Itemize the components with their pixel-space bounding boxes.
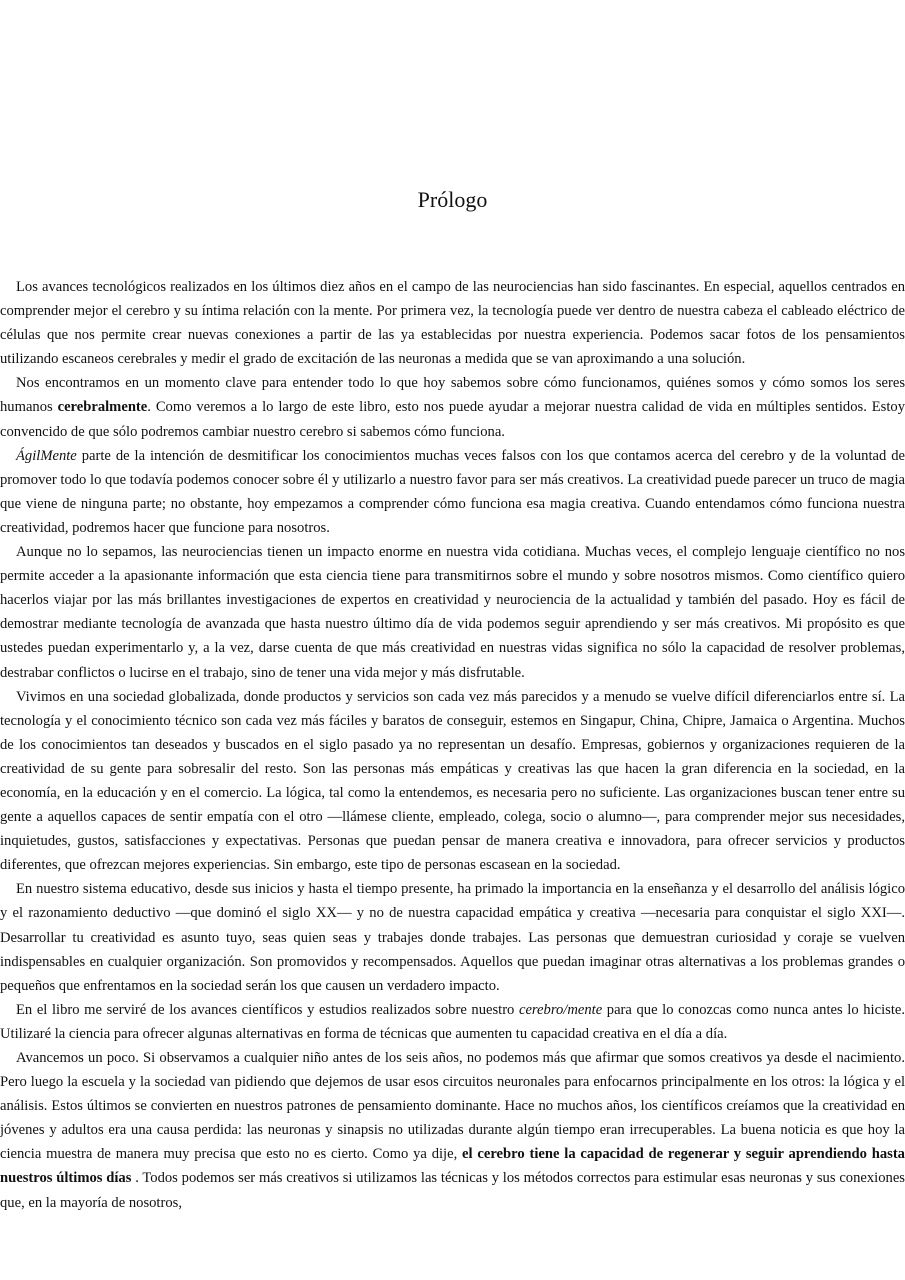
paragraph (0, 685, 905, 878)
paragraph (0, 540, 905, 685)
paragraph-text: . Todos podemos ser más creativos si utilizamos las técnicas y los métodos correctos para estimular esas neuronas y sus conexiones que, en la mayoría de nosotros, (0, 1170, 905, 1211)
italic-term: cerebro/mente (518, 1001, 603, 1018)
paragraph-text: En nuestro sistema educativo, desde sus inicios y hasta el tiempo presente, ha primado la importancia en la enseñanza y el desarrollo del análisis lógico y el razonamiento deductivo —que dominó el siglo XX— y no de nuestra capacidad empática y creativa —necesaria para conquistar el siglo XXI—. Desarrollar tu creatividad es asunto tuyo, seas quien seas y trabajes donde trabajes. Las personas que demuestran curiosidad y coraje se vuelven indispensables en cualquier organización. Son promovidos y recompensados. Aquellos que puedan imaginar otras alternativas a los problemas grandes o pequeños que enfrentamos en la sociedad serán los que causen un verdadero impacto. (0, 881, 905, 994)
paragraph-text: parte de la intención de desmitificar los conocimientos muchas veces falsos con los que contamos acerca del cerebro y de la voluntad de promover todo lo que todavía podemos conocer sobre él y utilizarlo a nuestro favor para ser más creativos. La creatividad puede parecer un truco de magia que viene de ninguna parte; no obstante, hoy empezamos a comprender cómo funciona esa magia creativa. Cuando entendamos cómo funciona nuestra creatividad, podremos hacer que funcione para nosotros. (0, 447, 905, 536)
italic-term: ÁgilMente (16, 447, 77, 464)
paragraph (0, 275, 905, 371)
paragraph-text: Nos encontramos en un momento clave para entender todo lo que hoy sabemos sobre cómo funcionamos, quiénes somos y cómo somos los seres humanos (0, 375, 905, 416)
paragraph-text: Vivimos en una sociedad globalizada, donde productos y servicios son cada vez más parecidos y a menudo se vuelve difícil diferenciarlos entre sí. La tecnología y el conocimiento técnico son cada vez más fáciles y baratos de conseguir, estemos en Singapur, China, Chipre, Jamaica o Argentina. Muchos de los conocimientos tan deseados y buscados en el siglo pasado ya no representan un desafío. Empresas, gobiernos y organizaciones requieren de la creatividad de su gente para sobresalir del resto. Son las personas más empáticas y creativas las que hacen la gran diferencia en la sociedad, en la economía, en la educación y en el comercio. La lógica, tal como la entendemos, es necesaria pero no suficiente. Las organizaciones buscan tener entre su gente a aquellos capaces de sentir empatía con el otro —llámese cliente, empleado, colega, socio o alumno—, para comprender mejor sus necesidades, inquietudes, gustos, satisfacciones y expectativas. Personas que puedan pensar de manera creativa e innovadora, para ofrecer servicios y productos diferentes, que ofrezcan mejores experiencias. Sin embargo, este tipo de personas escasean en la sociedad. (0, 688, 905, 874)
paragraph-text: En el libro me serviré de los avances científicos y estudios realizados sobre nuestro (16, 1001, 519, 1018)
paragraph (0, 998, 905, 1046)
paragraph (0, 371, 905, 443)
paragraph-text: . Como veremos a lo largo de este libro, esto nos puede ayudar a mejorar nuestra calidad de vida en múltiples sentidos. Estoy convencido de que sólo podremos cambiar nuestro cerebro si sabemos cómo funciona. (0, 399, 905, 440)
paragraph-text: Los avances tecnológicos realizados en los últimos diez años en el campo de las neurociencias han sido fascinantes. En especial, aquellos centrados en comprender mejor el cerebro y su íntima relación con la mente. Por primera vez, la tecnología puede ver dentro de nuestra cabeza el cableado eléctrico de células que nos permite crear nuevas conexiones a partir de las ya establecidas por nuestra experiencia. Podemos sacar fotos de los pensamientos utilizando escaneos cerebrales y medir el grado de excitación de las neuronas a medida que se van aproximando a una solución. (0, 279, 905, 368)
paragraph-text: Aunque no lo sepamos, las neurociencias tienen un impacto enorme en nuestra vida cotidiana. Muchas veces, el complejo lenguaje científico no nos permite acceder a la apasionante información que esta ciencia tiene para transmitirnos sobre el mundo y sobre nosotros mismos. Como científico quiero hacerlos viajar por las más brillantes investigaciones de expertos en creatividad y neurociencia de la actualidad y también del pasado. Hoy es fácil de demostrar mediante tecnología de avanzada que hasta nuestro último día de vida podemos seguir aprendiendo y ser más creativos. Mi propósito es que ustedes puedan experimentarlo y, a la vez, darse cuenta de que más creatividad en nuestras vidas significa no sólo la capacidad de resolver problemas, destrabar conflictos o lucirse en el trabajo, sino de tener una vida mejor y más disfrutable. (0, 544, 905, 681)
body-text (0, 275, 905, 1215)
bold-term: cerebralmente (57, 399, 148, 416)
bold-term: el cerebro tiene la capacidad de regenerar y seguir aprendiendo hasta nuestros últimos días (0, 1146, 905, 1187)
chapter-title: Prólogo (417, 187, 488, 212)
paragraph-text: Avancemos un poco. Si observamos a cualquier niño antes de los seis años, no podemos más que afirmar que somos creativos ya desde el nacimiento. Pero luego la escuela y la sociedad van pidiendo que dejemos de usar esos circuitos neuronales para enfocarnos principalmente en los otros: la lógica y el análisis. Estos últimos se convierten en nuestros patrones de pensamiento dominante. Hace no muchos años, los científicos creíamos que la creatividad en jóvenes y adultos era una causa perdida: las neuronas y sinapsis no utilizadas durante algún tiempo eran irrecuperables. La buena noticia es que hoy la ciencia muestra de manera muy precisa que esto no es cierto. Como ya dije, (0, 1050, 905, 1163)
paragraph (0, 877, 905, 997)
paragraph (0, 444, 905, 540)
paragraph (0, 1046, 905, 1215)
paragraph-text: para que lo conozcas como nunca antes lo hiciste. Utilizaré la ciencia para ofrecer algunas alternativas en forma de técnicas que aumenten tu capacidad creativa en el día a día. (0, 1001, 905, 1042)
